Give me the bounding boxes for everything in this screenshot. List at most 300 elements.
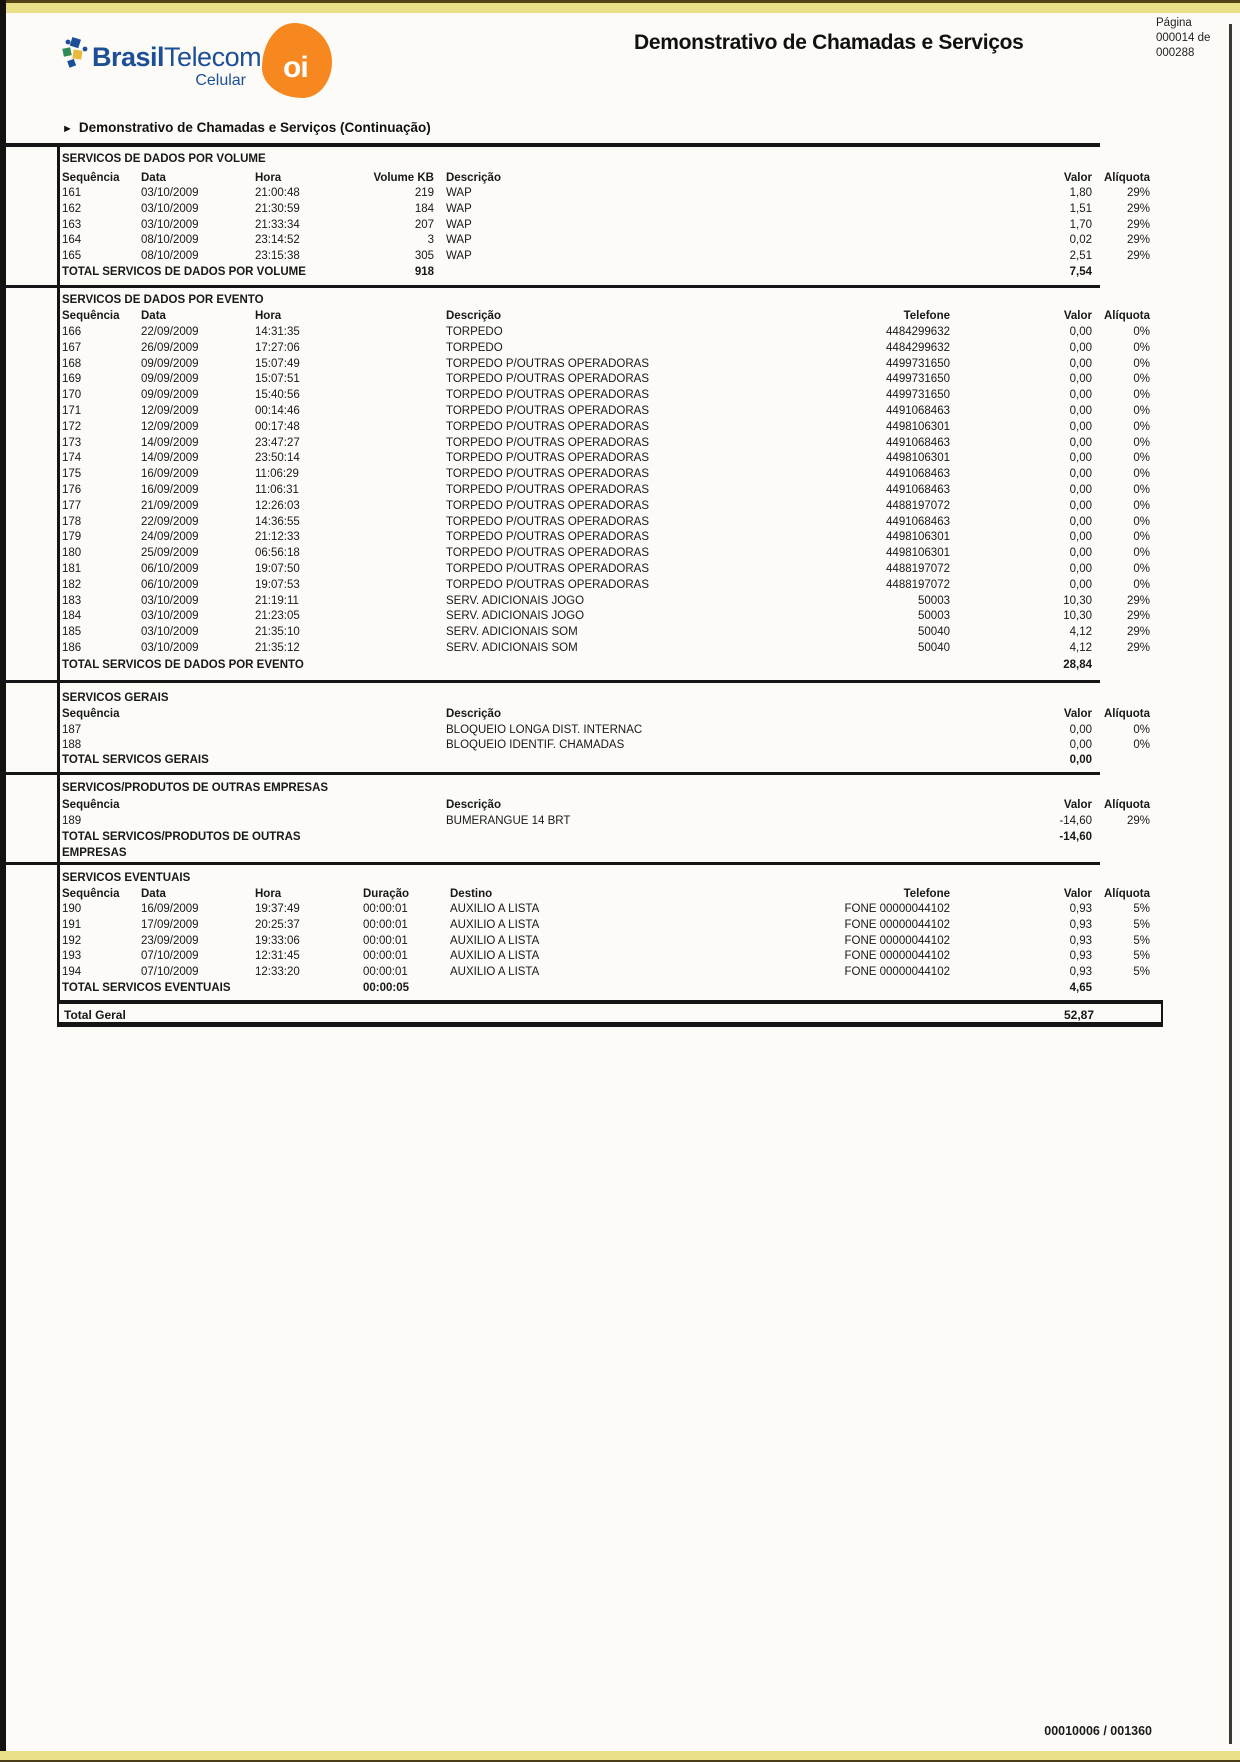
- total-label: TOTAL SERVICOS EVENTUAIS: [62, 982, 231, 994]
- section-title-volume: SERVICOS DE DADOS POR VOLUME: [62, 153, 266, 165]
- total-valor: 7,54: [1069, 266, 1092, 278]
- cell-seq: 161: [62, 187, 82, 199]
- cell-valor: 0,93: [1069, 934, 1092, 947]
- cell-tel: 50040: [918, 642, 950, 654]
- cell-hora: 00:14:46: [255, 405, 300, 417]
- cell-seq: 185: [62, 626, 82, 639]
- col-header-valor: Valor: [1063, 888, 1092, 900]
- cell-hora: 14:36:55: [255, 515, 300, 528]
- cell-tel: 50003: [918, 594, 950, 607]
- cell-valor: 0,00: [1069, 484, 1092, 496]
- col-header-tel: Telefone: [903, 888, 950, 900]
- cell-tel: 4498106301: [886, 531, 950, 544]
- cell-desc: WAP: [446, 218, 472, 231]
- cell-tel: FONE 00000044102: [844, 966, 950, 979]
- cell-data: 16/09/2009: [141, 484, 199, 496]
- cell-hora: 15:07:51: [255, 373, 300, 386]
- cell-aliq: 29%: [1126, 187, 1150, 199]
- cell-tel: 4499731650: [886, 389, 950, 402]
- brand-celular-label: Celular: [195, 72, 246, 89]
- cell-valor: 0,00: [1069, 373, 1092, 386]
- cell-seq: 170: [62, 389, 82, 402]
- cell-tel: 4488197072: [886, 578, 950, 591]
- cell-data: 08/10/2009: [141, 234, 199, 247]
- col-header-dest: Destino: [450, 888, 493, 900]
- page-label: Página: [1156, 17, 1192, 29]
- col-header-desc: Descrição: [446, 310, 501, 322]
- col-header-aliq: Alíquota: [1104, 310, 1150, 322]
- cell-valor: 1,51: [1069, 202, 1092, 215]
- col-header-seq: Sequência: [62, 888, 120, 900]
- cell-desc: TORPEDO P/OUTRAS OPERADORAS: [446, 531, 649, 544]
- total-label: TOTAL SERVICOS DE DADOS POR VOLUME: [62, 266, 306, 278]
- cell-desc: TORPEDO: [446, 326, 503, 338]
- cell-valor: 0,00: [1069, 452, 1092, 465]
- cell-seq: 165: [62, 250, 82, 263]
- section-title-evento: SERVICOS DE DADOS POR EVENTO: [62, 294, 264, 306]
- arrow-right-icon: ►: [62, 123, 73, 135]
- col-header-hora: Hora: [255, 888, 282, 900]
- cell-tel: FONE 00000044102: [844, 918, 950, 931]
- col-header-hora: Hora: [255, 310, 282, 322]
- cell-valor: 0,00: [1069, 389, 1092, 402]
- cell-desc: TORPEDO P/OUTRAS OPERADORAS: [446, 420, 649, 433]
- cell-seq: 174: [62, 452, 82, 465]
- page-info: [1156, 16, 1210, 61]
- cell-desc: TORPEDO P/OUTRAS OPERADORAS: [446, 578, 649, 591]
- cell-aliq: 5%: [1133, 918, 1150, 931]
- cell-tel: 4484299632: [886, 341, 950, 354]
- cell-hora: 23:47:27: [255, 436, 300, 449]
- cell-valor: 1,80: [1069, 187, 1092, 199]
- cell-aliq: 0%: [1133, 563, 1150, 575]
- cell-valor: 0,93: [1069, 918, 1092, 931]
- cell-valor: 0,00: [1069, 739, 1092, 752]
- cell-desc: TORPEDO P/OUTRAS OPERADORAS: [446, 452, 649, 465]
- cell-data: 22/09/2009: [141, 326, 199, 338]
- cell-valor: 0,00: [1069, 468, 1092, 481]
- cell-data: 06/10/2009: [141, 578, 199, 591]
- cell-data: 09/09/2009: [141, 389, 199, 402]
- cell-desc: TORPEDO P/OUTRAS OPERADORAS: [446, 563, 649, 575]
- total-label: TOTAL SERVICOS GERAIS: [62, 754, 209, 766]
- cell-seq: 178: [62, 515, 82, 528]
- cell-valor: 4,12: [1069, 626, 1092, 639]
- brand-regular: Telecom: [164, 42, 262, 72]
- cell-desc: WAP: [446, 234, 472, 247]
- bottom-yellow-bar: [0, 1751, 1240, 1762]
- cell-hora: 19:07:53: [255, 578, 300, 591]
- cell-desc: BLOQUEIO LONGA DIST. INTERNAC: [446, 724, 643, 736]
- total-geral-box: [57, 1000, 1163, 1027]
- col-header-seq: Sequência: [62, 310, 120, 322]
- oi-logo-text: oi: [283, 51, 308, 84]
- page-total: 000288: [1156, 47, 1195, 59]
- cell-hora: 11:06:31: [255, 484, 299, 496]
- cell-hora: 21:33:34: [255, 218, 300, 231]
- cell-desc: TORPEDO P/OUTRAS OPERADORAS: [446, 499, 649, 512]
- cell-seq: 194: [62, 966, 82, 979]
- cell-desc: TORPEDO P/OUTRAS OPERADORAS: [446, 357, 649, 370]
- cell-vol: 207: [414, 218, 434, 231]
- cell-hora: 15:40:56: [255, 389, 300, 402]
- cell-hora: 12:26:03: [255, 499, 300, 512]
- cell-dur: 00:00:01: [363, 950, 408, 963]
- col-header-hora: Hora: [255, 172, 282, 184]
- cell-desc: SERV. ADICIONAIS JOGO: [446, 610, 585, 623]
- cell-valor: 0,00: [1069, 578, 1092, 591]
- cell-dur: 00:00:01: [363, 918, 408, 931]
- cell-data: 03/10/2009: [141, 218, 199, 231]
- cell-aliq: 29%: [1126, 218, 1150, 231]
- cell-vol: 184: [414, 202, 434, 215]
- cell-hora: 21:12:33: [255, 531, 300, 544]
- col-header-seq: Sequência: [62, 708, 120, 720]
- cell-data: 07/10/2009: [141, 966, 199, 979]
- cell-valor: 0,00: [1069, 357, 1092, 370]
- cell-aliq: 5%: [1133, 934, 1150, 947]
- cell-data: 21/09/2009: [141, 499, 199, 512]
- total-valor: 4,65: [1069, 982, 1092, 994]
- cell-aliq: 0%: [1133, 389, 1150, 402]
- cell-valor: 0,00: [1069, 515, 1092, 528]
- cell-valor: 0,00: [1069, 341, 1092, 354]
- cell-desc: TORPEDO P/OUTRAS OPERADORAS: [446, 547, 649, 560]
- cell-tel: 4499731650: [886, 373, 950, 386]
- section-title-outras: SERVICOS/PRODUTOS DE OUTRAS EMPRESAS: [62, 782, 329, 794]
- cell-desc: TORPEDO P/OUTRAS OPERADORAS: [446, 389, 649, 402]
- section-title-eventuais: SERVICOS EVENTUAIS: [62, 872, 191, 884]
- cell-tel: 4499731650: [886, 357, 950, 370]
- col-header-tel: Telefone: [903, 310, 950, 322]
- cell-valor: 0,00: [1069, 326, 1092, 338]
- cell-data: 14/09/2009: [141, 452, 199, 465]
- cell-dur: 00:00:01: [363, 966, 408, 979]
- col-header-dur: Duração: [363, 888, 410, 900]
- cell-hora: 12:31:45: [255, 950, 300, 963]
- cell-desc: SERV. ADICIONAIS SOM: [446, 626, 578, 639]
- col-header-desc: Descrição: [446, 172, 501, 184]
- cell-valor: 10,30: [1063, 594, 1092, 607]
- cell-seq: 181: [62, 563, 82, 575]
- cell-desc: TORPEDO P/OUTRAS OPERADORAS: [446, 405, 649, 417]
- cell-tel: FONE 00000044102: [844, 934, 950, 947]
- cell-seq: 183: [62, 594, 82, 607]
- cell-hora: 17:27:06: [255, 341, 300, 354]
- cell-tel: 50003: [918, 610, 950, 623]
- cell-hora: 15:07:49: [255, 357, 300, 370]
- cell-seq: 190: [62, 903, 82, 915]
- brand-bold: Brasil: [92, 42, 165, 72]
- cell-valor: 10,30: [1063, 610, 1092, 623]
- document-title: Demonstrativo de Chamadas e Serviços: [634, 31, 1024, 54]
- col-header-valor: Valor: [1063, 172, 1092, 184]
- cell-desc: TORPEDO P/OUTRAS OPERADORAS: [446, 484, 649, 496]
- cell-aliq: 0%: [1133, 357, 1150, 370]
- cell-valor: 0,00: [1069, 405, 1092, 417]
- cell-aliq: 29%: [1126, 626, 1150, 639]
- cell-data: 25/09/2009: [141, 547, 199, 560]
- cell-aliq: 0%: [1133, 578, 1150, 591]
- cell-aliq: 0%: [1133, 724, 1150, 736]
- cell-desc: TORPEDO: [446, 341, 503, 354]
- bill-table-area: [57, 0, 1157, 1050]
- cell-seq: 163: [62, 218, 82, 231]
- cell-aliq: 29%: [1126, 815, 1150, 827]
- cell-desc: TORPEDO P/OUTRAS OPERADORAS: [446, 373, 649, 386]
- cell-aliq: 0%: [1133, 452, 1150, 465]
- cell-seq: 192: [62, 934, 82, 947]
- cell-data: 12/09/2009: [141, 420, 199, 433]
- cell-data: 03/10/2009: [141, 594, 199, 607]
- cell-hora: 19:07:50: [255, 563, 300, 575]
- cell-valor: 0,00: [1069, 531, 1092, 544]
- cell-data: 22/09/2009: [141, 515, 199, 528]
- cell-tel: 4491068463: [886, 468, 950, 481]
- cell-hora: 14:31:35: [255, 326, 300, 338]
- total-valor: -14,60: [1059, 831, 1092, 843]
- cell-data: 24/09/2009: [141, 531, 199, 544]
- cell-data: 03/10/2009: [141, 642, 199, 654]
- cell-hora: 23:14:52: [255, 234, 300, 247]
- cell-desc: TORPEDO P/OUTRAS OPERADORAS: [446, 515, 649, 528]
- col-header-data: Data: [141, 888, 166, 900]
- cell-aliq: 0%: [1133, 436, 1150, 449]
- cell-data: 09/09/2009: [141, 357, 199, 370]
- total-label: TOTAL SERVICOS DE DADOS POR EVENTO: [62, 659, 304, 671]
- col-header-valor: Valor: [1063, 799, 1092, 811]
- footer-document-code: 00010006 / 001360: [1044, 1724, 1152, 1738]
- cell-aliq: 0%: [1133, 405, 1150, 417]
- right-scan-edge: [1229, 24, 1232, 1744]
- cell-dest: AUXILIO A LISTA: [450, 934, 540, 947]
- cell-dest: AUXILIO A LISTA: [450, 918, 540, 931]
- cell-tel: 4491068463: [886, 436, 950, 449]
- cell-hora: 21:23:05: [255, 610, 300, 623]
- cell-hora: 00:17:48: [255, 420, 300, 433]
- col-header-vol: Volume KB: [373, 172, 434, 184]
- cell-aliq: 0%: [1133, 373, 1150, 386]
- cell-valor: 2,51: [1069, 250, 1092, 263]
- total-dur: 00:00:05: [363, 982, 410, 994]
- cell-aliq: 29%: [1126, 642, 1150, 654]
- cell-valor: 0,02: [1069, 234, 1092, 247]
- cell-seq: 173: [62, 436, 82, 449]
- cell-seq: 175: [62, 468, 82, 481]
- cell-data: 03/10/2009: [141, 202, 199, 215]
- cell-seq: 176: [62, 484, 82, 496]
- cell-data: 08/10/2009: [141, 250, 199, 263]
- cell-hora: 21:35:12: [255, 642, 300, 654]
- cell-data: 03/10/2009: [141, 626, 199, 639]
- left-scan-edge: [0, 0, 6, 1762]
- col-header-data: Data: [141, 172, 166, 184]
- cell-data: 14/09/2009: [141, 436, 199, 449]
- cell-valor: 0,93: [1069, 903, 1092, 915]
- cell-hora: 19:33:06: [255, 934, 300, 947]
- cell-hora: 11:06:29: [255, 468, 299, 481]
- cell-aliq: 29%: [1126, 234, 1150, 247]
- cell-valor: 0,00: [1069, 436, 1092, 449]
- cell-tel: 4498106301: [886, 420, 950, 433]
- cell-data: 17/09/2009: [141, 918, 199, 931]
- cell-data: 12/09/2009: [141, 405, 199, 417]
- cell-data: 03/10/2009: [141, 610, 199, 623]
- cell-tel: 4498106301: [886, 452, 950, 465]
- cell-data: 09/09/2009: [141, 373, 199, 386]
- cell-tel: 50040: [918, 626, 950, 639]
- total-valor: 28,84: [1063, 659, 1092, 671]
- cell-desc: WAP: [446, 187, 472, 199]
- cell-hora: 12:33:20: [255, 966, 300, 979]
- col-header-aliq: Alíquota: [1104, 708, 1150, 720]
- cell-aliq: 0%: [1133, 739, 1150, 752]
- cell-vol: 219: [414, 187, 434, 199]
- cell-valor: -14,60: [1059, 815, 1092, 827]
- cell-aliq: 5%: [1133, 903, 1150, 915]
- cell-dur: 00:00:01: [363, 903, 408, 915]
- cell-aliq: 0%: [1133, 547, 1150, 560]
- cell-seq: 193: [62, 950, 82, 963]
- cell-data: 03/10/2009: [141, 187, 199, 199]
- total-geral-value: 52,87: [1063, 1008, 1094, 1022]
- cell-valor: 0,00: [1069, 547, 1092, 560]
- cell-hora: 06:56:18: [255, 547, 300, 560]
- col-header-valor: Valor: [1063, 708, 1092, 720]
- cell-dest: AUXILIO A LISTA: [450, 903, 540, 915]
- col-header-data: Data: [141, 310, 166, 322]
- total-label: TOTAL SERVICOS/PRODUTOS DE OUTRAS: [62, 831, 301, 843]
- cell-tel: 4488197072: [886, 499, 950, 512]
- col-header-valor: Valor: [1063, 310, 1092, 322]
- cell-dest: AUXILIO A LISTA: [450, 966, 540, 979]
- cell-aliq: 29%: [1126, 202, 1150, 215]
- cell-tel: 4491068463: [886, 515, 950, 528]
- cell-hora: 21:30:59: [255, 202, 300, 215]
- cell-tel: 4498106301: [886, 547, 950, 560]
- total-vol: 918: [414, 266, 434, 278]
- cell-seq: 184: [62, 610, 82, 623]
- cell-seq: 172: [62, 420, 82, 433]
- cell-aliq: 0%: [1133, 499, 1150, 512]
- cell-hora: 21:00:48: [255, 187, 300, 199]
- cell-tel: 4484299632: [886, 326, 950, 338]
- cell-seq: 167: [62, 341, 82, 354]
- cell-seq: 177: [62, 499, 82, 512]
- cell-aliq: 5%: [1133, 950, 1150, 963]
- cell-desc: SERV. ADICIONAIS SOM: [446, 642, 578, 654]
- cell-seq: 180: [62, 547, 82, 560]
- cell-aliq: 0%: [1133, 468, 1150, 481]
- cell-seq: 188: [62, 739, 82, 752]
- cell-desc: WAP: [446, 202, 472, 215]
- cell-seq: 186: [62, 642, 82, 654]
- cell-seq: 187: [62, 724, 82, 736]
- cell-aliq: 0%: [1133, 326, 1150, 338]
- cell-seq: 191: [62, 918, 82, 931]
- cell-desc: SERV. ADICIONAIS JOGO: [446, 594, 585, 607]
- continuation-title-text: Demonstrativo de Chamadas e Serviços (Continuação): [78, 120, 431, 135]
- col-header-aliq: Alíquota: [1104, 172, 1150, 184]
- cell-valor: 4,12: [1069, 642, 1092, 654]
- cell-valor: 0,00: [1069, 420, 1092, 433]
- cell-aliq: 0%: [1133, 531, 1150, 544]
- cell-hora: 21:35:10: [255, 626, 300, 639]
- cell-seq: 168: [62, 357, 82, 370]
- cell-hora: 19:37:49: [255, 903, 300, 915]
- cell-hora: 20:25:37: [255, 918, 300, 931]
- cell-seq: 189: [62, 815, 82, 827]
- cell-hora: 23:50:14: [255, 452, 300, 465]
- cell-data: 16/09/2009: [141, 468, 199, 481]
- cell-hora: 21:19:11: [255, 594, 299, 607]
- cell-aliq: 0%: [1133, 341, 1150, 354]
- cell-seq: 166: [62, 326, 82, 338]
- cell-hora: 23:15:38: [255, 250, 300, 263]
- cell-seq: 179: [62, 531, 82, 544]
- col-header-aliq: Alíquota: [1104, 888, 1150, 900]
- cell-aliq: 5%: [1133, 966, 1150, 979]
- cell-dur: 00:00:01: [363, 934, 408, 947]
- cell-tel: 4488197072: [886, 563, 950, 575]
- cell-valor: 0,00: [1069, 724, 1092, 736]
- section-title-gerais: SERVICOS GERAIS: [62, 692, 169, 704]
- total-valor: 0,00: [1069, 754, 1092, 766]
- cell-seq: 164: [62, 234, 82, 247]
- cell-aliq: 29%: [1126, 594, 1150, 607]
- cell-aliq: 29%: [1126, 250, 1150, 263]
- col-header-aliq: Alíquota: [1104, 799, 1150, 811]
- cell-tel: FONE 00000044102: [844, 950, 950, 963]
- cell-desc: WAP: [446, 250, 472, 263]
- page-number: 000014 de: [1156, 32, 1211, 44]
- cell-desc: BLOQUEIO IDENTIF. CHAMADAS: [446, 739, 625, 752]
- cell-data: 26/09/2009: [141, 341, 199, 354]
- cell-valor: 0,00: [1069, 499, 1092, 512]
- cell-valor: 0,93: [1069, 950, 1092, 963]
- cell-seq: 162: [62, 202, 82, 215]
- cell-tel: 4491068463: [886, 484, 950, 496]
- cell-dest: AUXILIO A LISTA: [450, 950, 540, 963]
- cell-aliq: 29%: [1126, 610, 1150, 623]
- col-header-desc: Descrição: [446, 799, 501, 811]
- cell-aliq: 0%: [1133, 484, 1150, 496]
- cell-valor: 0,00: [1069, 563, 1092, 575]
- cell-data: 07/10/2009: [141, 950, 199, 963]
- cell-data: 23/09/2009: [141, 934, 199, 947]
- cell-seq: 171: [62, 405, 82, 417]
- col-header-seq: Sequência: [62, 799, 120, 811]
- cell-data: 06/10/2009: [141, 563, 199, 575]
- col-header-seq: Sequência: [62, 172, 120, 184]
- cell-desc: TORPEDO P/OUTRAS OPERADORAS: [446, 436, 649, 449]
- cell-desc: BUMERANGUE 14 BRT: [446, 815, 571, 827]
- cell-aliq: 0%: [1133, 420, 1150, 433]
- cell-tel: FONE 00000044102: [844, 903, 950, 915]
- cell-desc: TORPEDO P/OUTRAS OPERADORAS: [446, 468, 649, 481]
- cell-aliq: 0%: [1133, 515, 1150, 528]
- total-geral-label: Total Geral: [64, 1008, 126, 1022]
- cell-tel: 4491068463: [886, 405, 950, 417]
- total-label2: EMPRESAS: [62, 846, 127, 859]
- cell-seq: 169: [62, 373, 82, 386]
- cell-vol: 305: [414, 250, 434, 263]
- cell-vol: 3: [427, 234, 434, 247]
- col-header-desc: Descrição: [446, 708, 501, 720]
- cell-seq: 182: [62, 578, 82, 591]
- cell-valor: 0,93: [1069, 966, 1092, 979]
- cell-data: 16/09/2009: [141, 903, 199, 915]
